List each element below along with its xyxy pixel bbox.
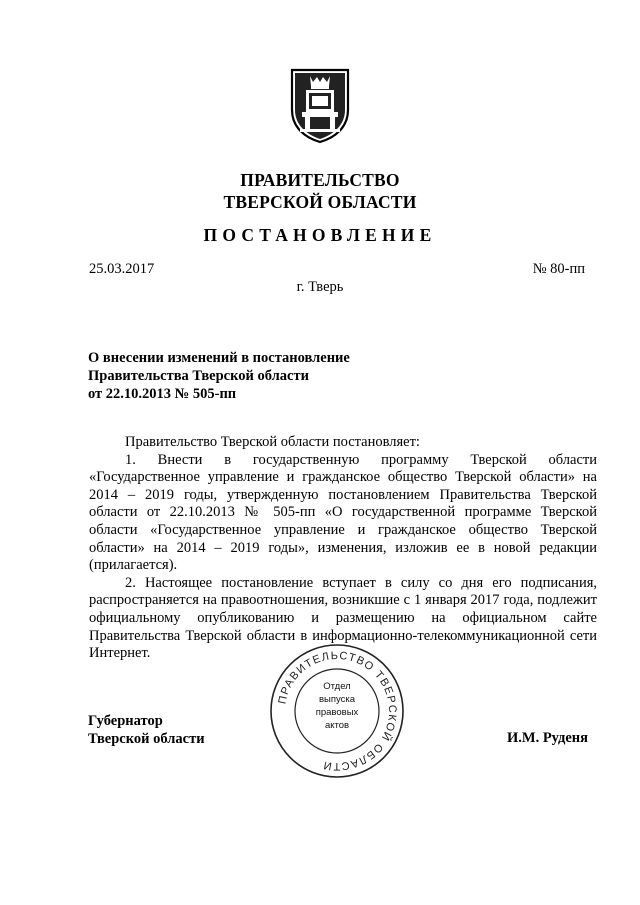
- document-body: [89, 434, 597, 663]
- signer-position: [88, 712, 205, 748]
- document-date: 25.03.2017: [89, 261, 155, 277]
- signer-name: И.М. Руденя: [506, 730, 588, 746]
- signer-position-line2: Тверской области: [88, 731, 205, 747]
- government-title-line2: ТВЕРСКОЙ ОБЛАСТИ: [223, 192, 417, 212]
- stamp-inner-line1: Отдел: [323, 681, 351, 692]
- stamp-inner-line4: актов: [324, 720, 350, 731]
- document-type-heading: ПОСТАНОВЛЕНИЕ: [203, 225, 437, 245]
- stamp-inner-line2: выпуска: [318, 694, 356, 705]
- signer-position-line1: Губернатор: [88, 713, 163, 729]
- document-subject: [88, 349, 350, 403]
- stamp-ring-text: ПРАВИТЕЛЬСТВО ТВЕРСКОЙ ОБЛАСТИ: [276, 649, 399, 773]
- government-title: [0, 169, 640, 213]
- body-intro: Правительство Тверской области постановляет:: [125, 434, 420, 450]
- stamp-inner-line3: правовых: [315, 707, 359, 718]
- subject-line3: от 22.10.2013 № 505-пп: [88, 386, 237, 402]
- tver-coat-of-arms-icon: [286, 66, 354, 144]
- body-item-1: 1. Внести в государственную программу Тверской области «Государственное управление и гражданское общество Тверской области» на 2014 – 2019 годы, утвержденную постановлением Правительства Тверской области от 22.10.2013 № 505-пп «О государственной программе Тверской области «Государственное управление и гражданское общество Тверской области» на 2014 – 2019 годы», изменения, изложив ее в новой редакции (прилагается).: [89, 451, 597, 574]
- subject-line2: Правительства Тверской области: [88, 368, 309, 384]
- body-item-2: 2. Настоящее постановление вступает в силу со дня его подписания, распространяется на правоотношения, возникшие с 1 января 2017 года, подлежит официальному опубликованию и размещению на официальном сайте Правительства Тверской области в информационно-телекоммуникационной сети Интернет.: [89, 574, 597, 662]
- subject-line1: О внесении изменений в постановление: [88, 350, 350, 366]
- document-number: № 80-пп: [532, 261, 585, 277]
- government-title-line1: ПРАВИТЕЛЬСТВО: [240, 170, 400, 190]
- stamp-inner-text: [300, 680, 374, 732]
- document-city: г. Тверь: [296, 279, 344, 295]
